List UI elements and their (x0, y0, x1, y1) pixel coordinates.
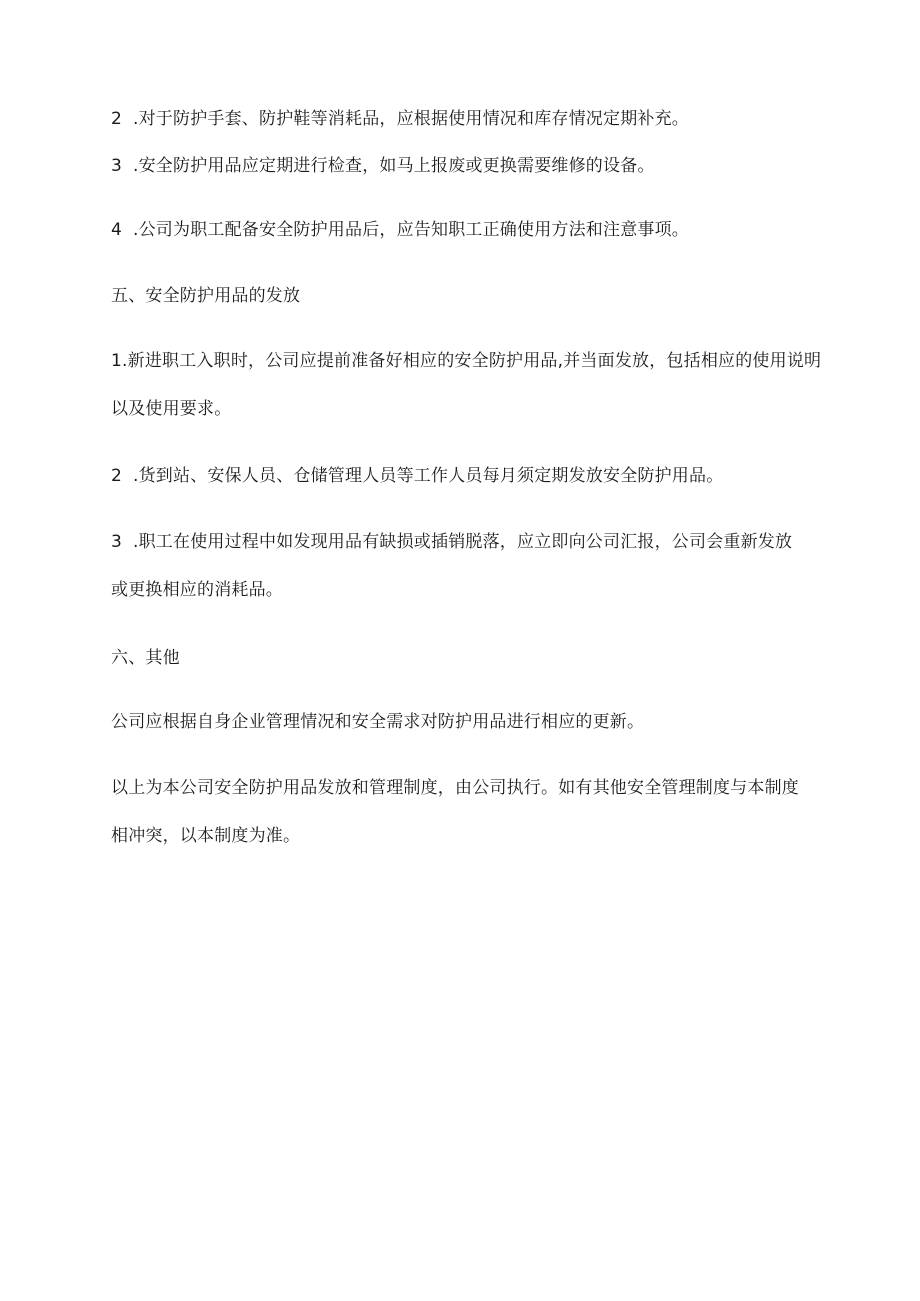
list-item (111, 531, 792, 553)
item-number: 3 (111, 156, 123, 176)
item-number: 3 (111, 532, 123, 552)
item-number: 2 (111, 109, 123, 129)
list-item (111, 155, 655, 177)
item-number: 4 (111, 220, 123, 240)
paragraph-line: 或更换相应的消耗品。 (111, 580, 283, 600)
item-number: 2 (111, 466, 123, 486)
item-text: .货到站、安保人员、仓储管理人员等工作人员每月须定期发放安全防护用品。 (133, 466, 724, 486)
paragraph-line: 公司应根据自身企业管理情况和安全需求对防护用品进行相应的更新。 (111, 712, 645, 732)
item-text: .职工在使用过程中如发现用品有缺损或插销脱落，应立即向公司汇报，公司会重新发放 (133, 532, 793, 552)
paragraph-line: 以及使用要求。 (111, 399, 232, 419)
section-heading: 五、安全防护用品的发放 (111, 286, 301, 306)
paragraph-line: 相冲突，以本制度为准。 (111, 826, 301, 846)
paragraph-line: 1.新进职工入职时，公司应提前准备好相应的安全防护用品,并当面发放，包括相应的使用说明 (111, 351, 822, 371)
list-item (111, 465, 723, 487)
item-text: .对于防护手套、防护鞋等消耗品，应根据使用情况和库存情况定期补充。 (133, 109, 690, 129)
paragraph-line: 以上为本公司安全防护用品发放和管理制度，由公司执行。如有其他安全管理制度与本制度 (111, 778, 799, 798)
item-text: .安全防护用品应定期进行检查，如马上报废或更换需要维修的设备。 (133, 156, 655, 176)
item-text: .公司为职工配备安全防护用品后，应告知职工正确使用方法和注意事项。 (133, 220, 690, 240)
list-item (111, 108, 689, 130)
list-item (111, 219, 689, 241)
section-heading: 六、其他 (111, 648, 180, 668)
